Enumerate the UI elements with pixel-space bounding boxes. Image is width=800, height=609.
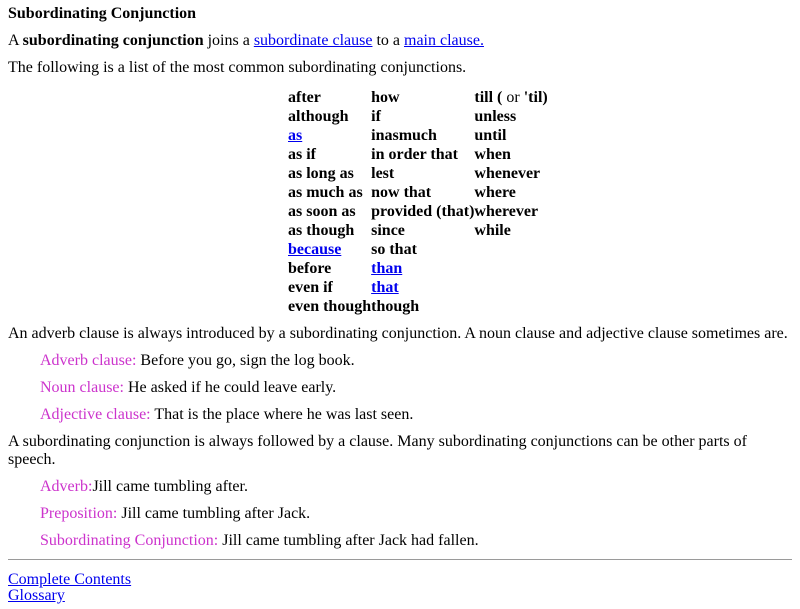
conjunction-text: in order that [371,146,458,163]
table-row [288,221,554,240]
conjunction-text: 'til) [523,89,548,106]
main-clause-link[interactable]: main clause. [404,32,484,49]
conjunction-cell [288,183,371,202]
example-label: Noun clause: [40,379,124,396]
conjunction-cell [371,202,474,221]
table-row [288,240,554,259]
conjunction-cell [288,259,371,278]
conjunction-text: as much as [288,184,363,201]
example-text: That is the place where he was last seen. [150,406,414,423]
conjunction-text: where [474,184,516,201]
conjunction-text: though [371,298,420,315]
conjunction-link-as[interactable]: as [288,127,303,144]
conjunction-text: wherever [474,203,539,220]
page-heading [8,5,792,23]
intro-text: to a [372,32,404,49]
conjunction-cell [474,164,554,183]
example-label: Adverb: [40,478,93,495]
conjunction-cell [474,202,554,221]
conjunction-cell [474,88,554,107]
conjunction-text: while [474,222,511,239]
conjunction-table [288,88,554,316]
table-row [288,202,554,221]
subordinate-clause-link[interactable]: subordinate clause [253,32,373,49]
clause-example [40,406,792,424]
conjunction-cell [371,278,474,297]
conjunction-text: whenever [474,165,541,182]
conjunction-cell [371,259,474,278]
conjunction-cell [288,221,371,240]
pos-note: A subordinating conjunction is always followed by a clause. Many subordinating conjunctions can be other parts of speech. [8,433,747,468]
conjunction-text: as though [288,222,355,239]
page-title: Subordinating Conjunction [8,5,197,22]
conjunction-text: since [371,222,405,239]
example-text: Jill came tumbling after. [92,478,248,495]
pos-example [40,532,792,550]
intro-paragraph [8,32,792,50]
conjunction-link-than[interactable]: than [371,260,403,277]
conjunction-cell [288,164,371,183]
conjunction-link-because[interactable]: because [288,241,342,258]
conjunction-cell [371,240,474,259]
conjunction-text: until [474,127,507,144]
divider [8,559,792,561]
intro-text: joins a [203,32,254,49]
example-label: Preposition: [40,505,118,522]
conjunction-text: lest [371,165,395,182]
complete-contents-link[interactable]: Complete Contents [8,571,132,588]
conjunction-text: inasmuch [371,127,437,144]
table-row [288,107,554,126]
conjunction-text: unless [474,108,517,125]
table-row [288,278,554,297]
clause-example [40,352,792,370]
conjunction-text: even if [288,279,333,296]
conjunction-text: as soon as [288,203,356,220]
example-label: Adverb clause: [40,352,137,369]
table-row [288,164,554,183]
conjunction-text: before [288,260,332,277]
conjunction-text: or [506,89,520,106]
conjunction-cell [371,145,474,164]
pos-example [40,505,792,523]
conjunction-text: now that [371,184,432,201]
table-row [288,297,554,316]
conjunction-text: if [371,108,381,125]
conjunction-cell [474,126,554,145]
example-text: Jill came tumbling after Jack. [117,505,311,522]
table-row [288,126,554,145]
example-text: Before you go, sign the log book. [136,352,355,369]
conjunction-cell [288,297,371,316]
adverb-note: An adverb clause is always introduced by a subordinating conjunction. A noun clause and adjective clause sometimes are. [8,325,788,342]
pos-example [40,478,792,496]
example-text: Jill came tumbling after Jack had fallen. [218,532,479,549]
intro-text: A [8,32,23,49]
conjunction-text: when [474,146,511,163]
conjunction-cell-empty [474,259,554,278]
intro-bold-term: subordinating conjunction [22,32,204,49]
conjunction-link-that[interactable]: that [371,279,399,296]
conjunction-cell [371,221,474,240]
conjunction-text: even though [288,298,372,315]
conjunction-cell [371,107,474,126]
conjunction-cell [288,202,371,221]
conjunction-text: how [371,89,400,106]
conjunction-text: as long as [288,165,354,182]
conjunction-cell-empty [474,297,554,316]
conjunction-cell [288,88,371,107]
table-row [288,259,554,278]
example-label: Adjective clause: [40,406,151,423]
conjunction-cell-empty [474,278,554,297]
table-row [288,88,554,107]
conjunction-cell [474,183,554,202]
conjunction-cell [288,240,371,259]
conjunction-cell [371,88,474,107]
conjunction-cell [371,126,474,145]
conjunction-text: so that [371,241,417,258]
conjunction-text: as if [288,146,316,163]
table-row [288,183,554,202]
table-row [288,145,554,164]
example-text: He asked if he could leave early. [123,379,337,396]
glossary-link[interactable]: Glossary [8,587,65,604]
conjunction-cell-empty [474,240,554,259]
conjunction-cell [288,145,371,164]
conjunction-cell [371,164,474,183]
conjunction-text: till ( [474,89,503,106]
footer-nav [8,572,792,604]
conjunction-text: although [288,108,349,125]
conjunction-cell [288,278,371,297]
conjunction-cell [288,126,371,145]
clause-example [40,379,792,397]
example-label: Subordinating Conjunction: [40,532,219,549]
conjunction-text: provided (that) [371,203,475,220]
conjunction-cell [474,107,554,126]
conjunction-cell [474,221,554,240]
conjunction-cell [474,145,554,164]
conjunction-cell [371,183,474,202]
conjunction-cell [371,297,474,316]
conjunction-text: after [288,89,321,106]
conjunction-cell [288,107,371,126]
list-intro: The following is a list of the most common subordinating conjunctions. [8,59,467,76]
